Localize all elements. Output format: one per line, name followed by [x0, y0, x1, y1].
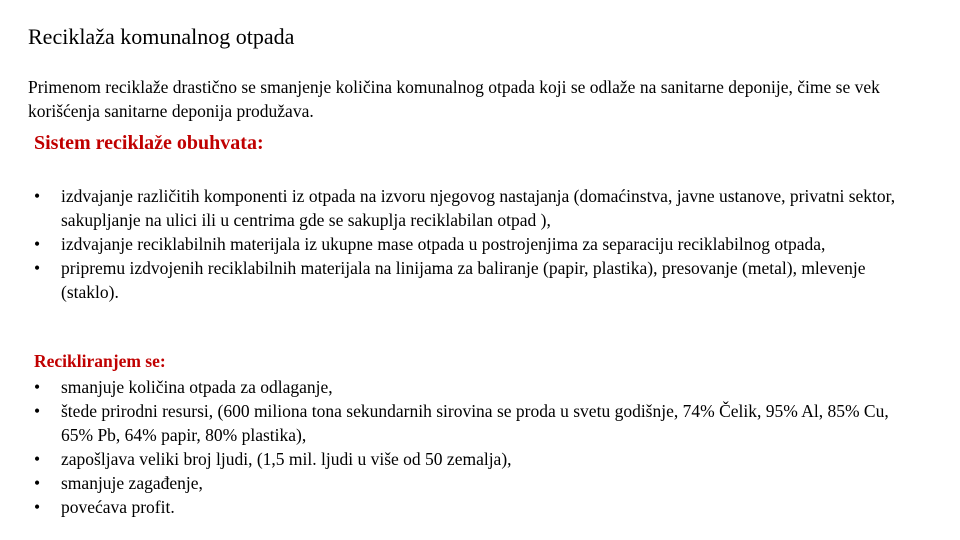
bullet-icon: • [34, 401, 41, 421]
bullet-icon: • [34, 473, 41, 493]
list-item: • smanjuje zagađenje, [34, 473, 203, 493]
intro-paragraph: Primenom reciklaže drastično se smanjenje količina komunalnog otpada koji se odlaže na sanitarne deponije, čime se vek korišćenja sanitarne deponija produžava. [28, 77, 880, 121]
recycling-system-list [34, 184, 914, 304]
list-item: • štede prirodni resursi, (600 miliona tona sekundarnih sirovina se proda u svetu godišnje, 74% Čelik, 95% Al, 85% Cu, 65% Pb, 64% papir, 80% plastika), [34, 401, 889, 445]
list-item: • zapošljava veliki broj ljudi, (1,5 mil. ljudi u više od 50 zemalja), [34, 449, 512, 469]
section-heading-recycling-system: Sistem reciklaže obuhvata: [34, 132, 264, 154]
bullet-icon: • [34, 449, 41, 469]
list-item: • smanjuje količina otpada za odlaganje, [34, 377, 333, 397]
list-item: • pripremu izdvojenih reciklabilnih materijala na linijama za baliranje (papir, plastika), presovanje (metal), mlevenje (staklo). [34, 258, 866, 302]
list-item: • izdvajanje različitih komponenti iz otpada na izvoru njegovog nastajanja (domaćinstva, javne ustanove, privatni sektor, sakupljanje na ulici ili u centrima gde se sakuplja reciklabilan otpad ), [34, 186, 896, 230]
bullet-icon: • [34, 186, 41, 206]
bullet-icon: • [34, 234, 41, 254]
list-item: • izdvajanje reciklabilnih materijala iz ukupne mase otpada u postrojenjima za separaciju reciklabilnog otpada, [34, 234, 826, 254]
bullet-icon: • [34, 377, 41, 397]
section-heading-recycling-benefits: Recikliranjem se: [34, 351, 166, 371]
recycling-benefits-list [34, 375, 914, 519]
list-item: • povećava profit. [34, 497, 175, 517]
bullet-icon: • [34, 258, 41, 278]
bullet-icon: • [34, 497, 41, 517]
page-title: Reciklaža komunalnog otpada [28, 24, 295, 49]
